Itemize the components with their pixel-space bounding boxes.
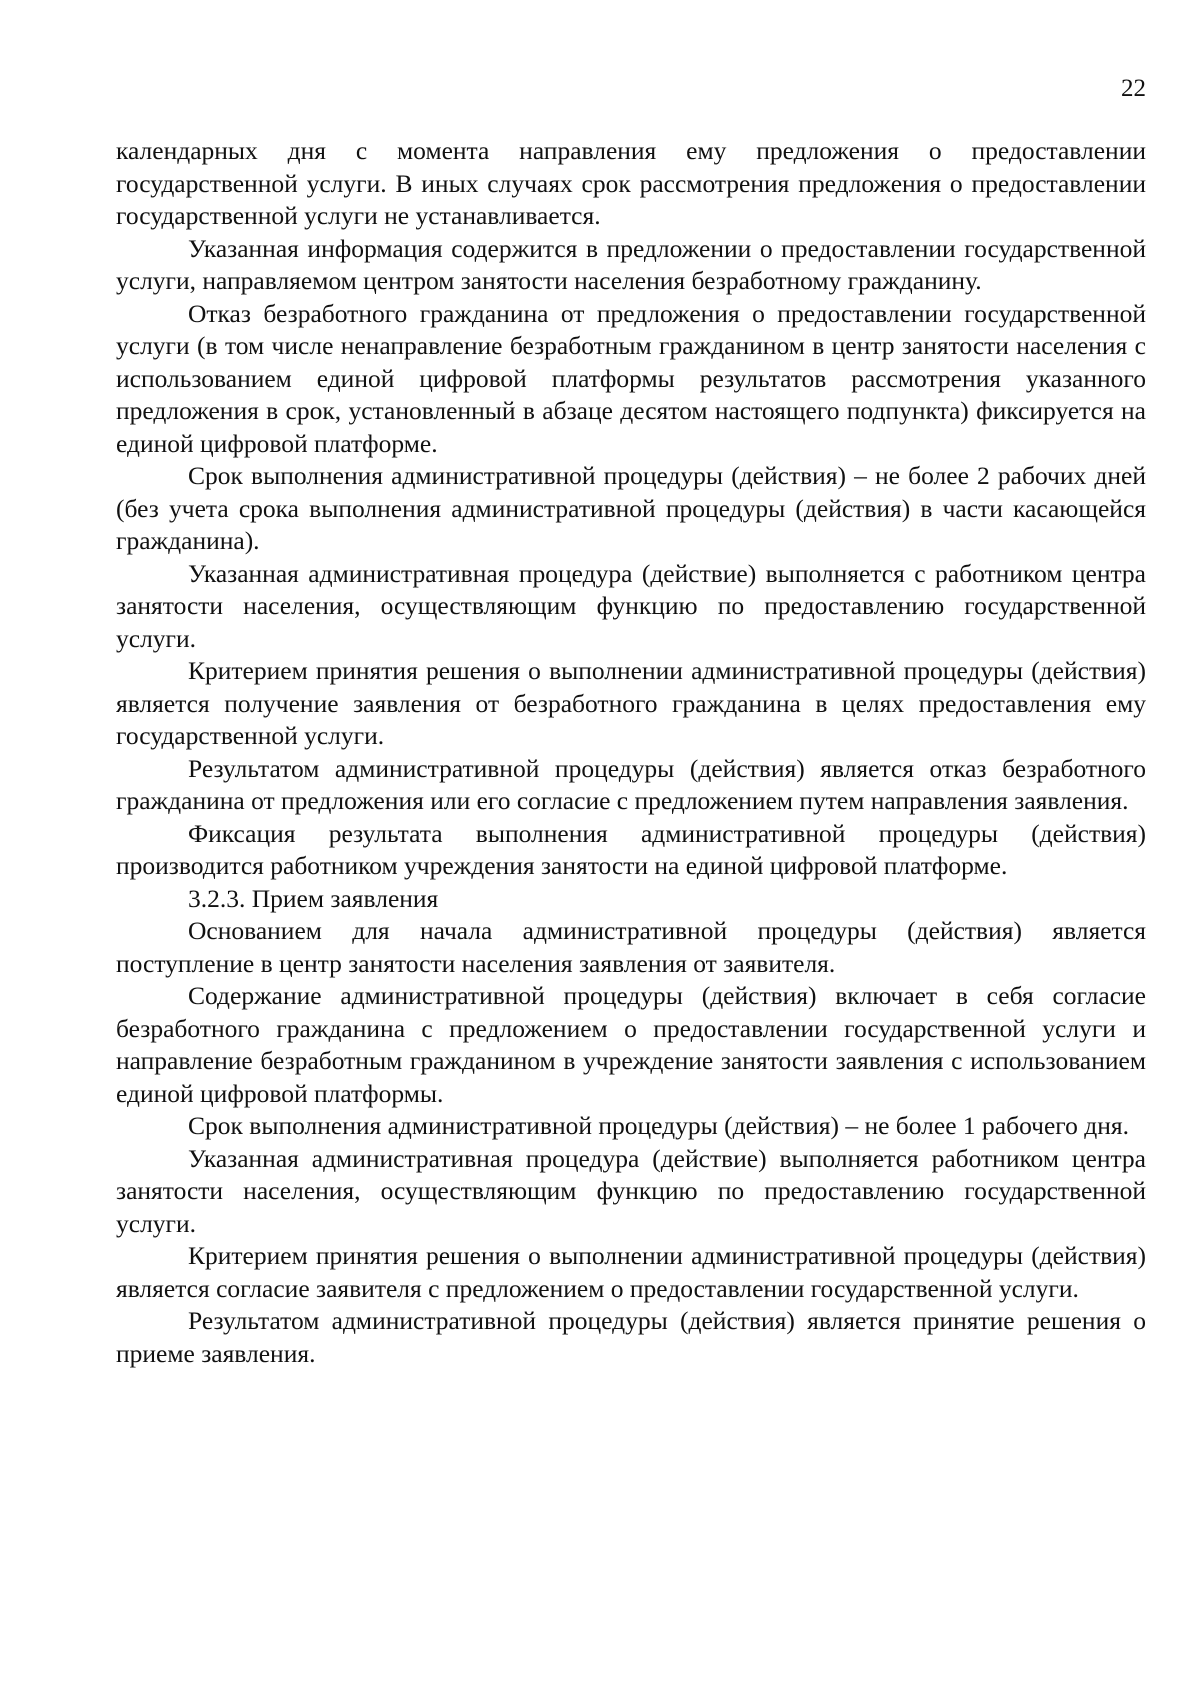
paragraph-deadline-2: Срок выполнения административной процедуры (действия) – не более 1 рабочего дня. xyxy=(188,1111,1129,1140)
paragraph-result: Результатом административной процедуры (действия) является отказ безработного гражданина от предложения или его согласие с предложением путем направления заявления. xyxy=(116,753,1146,815)
page-number: 22 xyxy=(1121,75,1146,102)
paragraph-criterion: Критерием принятия решения о выполнении административной процедуры (действия) является получение заявления от безработного гражданина в целях предоставления ему государственной услуги. xyxy=(116,656,1146,750)
paragraph-deadline: Срок выполнения административной процедуры (действия) – не более 2 рабочих дней (без учета срока выполнения административной процедуры (действия) в части касающейся гражданина). xyxy=(116,461,1146,555)
paragraph-recording: Фиксация результата выполнения административной процедуры (действия) производится работником учреждения занятости на единой цифровой платформе. xyxy=(116,818,1146,880)
paragraph-criterion-2: Критерием принятия решения о выполнении административной процедуры (действия) является согласие заявителя с предложением о предоставлении государственной услуги. xyxy=(116,1241,1146,1303)
paragraph-basis: Основанием для начала административной процедуры (действия) является поступление в центр занятости населения заявления от заявителя. xyxy=(116,916,1146,978)
paragraph-info-location: Указанная информация содержится в предложении о предоставлении государственной услуги, направляемом центром занятости населения безработному гражданину. xyxy=(116,233,1146,295)
section-heading: 3.2.3. Прием заявления xyxy=(188,883,439,913)
paragraph-content: Содержание административной процедуры (действия) включает в себя согласие безработного гражданина с предложением о предоставлении государственной услуги и направление безработным гражданином в учреждение занятости заявления с использованием единой цифровой платформы. xyxy=(116,981,1146,1108)
paragraph-refusal: Отказ безработного гражданина от предложения о предоставлении государственной услуги (в том числе ненаправление безработным гражданином в центр занятости населения с использованием единой цифровой платформы результатов рассмотрения указанного предложения в срок, установленный в абзаце десятом настоящего подпункта) фиксируется на единой цифровой платформе. xyxy=(116,298,1146,458)
paragraph-continuation: календарных дня с момента направления ему предложения о предоставлении государственной услуги. В иных случаях срок рассмотрения предложения о предоставлении государственной услуги не устанавливается. xyxy=(116,136,1146,230)
paragraph-performer: Указанная административная процедура (действие) выполняется с работником центра занятости населения, осуществляющим функцию по предоставлению государственной услуги. xyxy=(116,558,1146,653)
paragraph-performer-2: Указанная административная процедура (действие) выполняется работником центра занятости населения, осуществляющим функцию по предоставлению государственной услуги. xyxy=(116,1143,1146,1238)
paragraph-result-2: Результатом административной процедуры (действия) является принятие решения о приеме заявления. xyxy=(116,1306,1146,1368)
document-body xyxy=(116,135,1146,1370)
